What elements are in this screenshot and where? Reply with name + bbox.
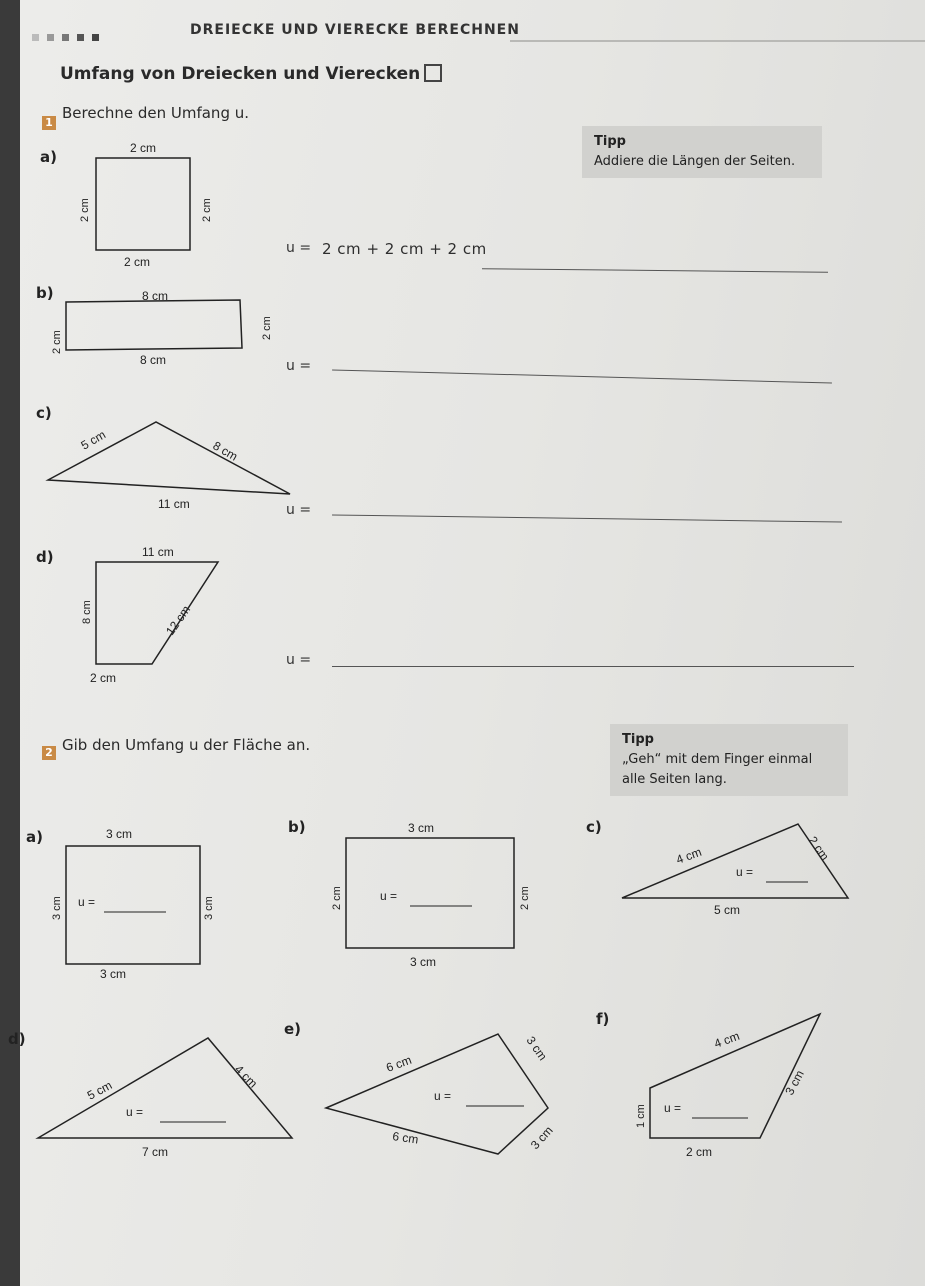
side-label: 3 cm <box>51 896 63 920</box>
rectangle-figure <box>326 818 536 968</box>
u-label: u = <box>736 865 754 879</box>
side-label: 2 cm <box>79 198 91 222</box>
u-label: u = <box>380 889 398 903</box>
side-label: 8 cm <box>81 600 93 624</box>
page-title: Umfang von Dreiecken und Vierecken <box>60 64 421 84</box>
side-label: 8 cm <box>142 289 169 303</box>
side-label: 2 cm <box>130 141 157 155</box>
side-label: 3 cm <box>782 1067 807 1098</box>
side-label: 3 cm <box>203 896 215 920</box>
side-label: 6 cm <box>391 1129 420 1147</box>
tip-heading: Tipp <box>594 134 626 149</box>
side-label: 2 cm <box>331 886 343 910</box>
side-label: 2 cm <box>201 198 213 222</box>
item-label: c) <box>586 818 602 836</box>
u-label: u = <box>78 895 96 909</box>
side-label: 3 cm <box>523 1033 550 1064</box>
side-label: 3 cm <box>106 827 133 841</box>
item-label: b) <box>36 284 54 302</box>
side-label: 5 cm <box>78 427 109 453</box>
worksheet-page <box>8 0 925 1286</box>
task1-tip-box <box>582 126 822 178</box>
side-label: 11 cm <box>142 545 174 559</box>
tip-heading: Tipp <box>622 732 654 747</box>
side-label: 3 cm <box>410 955 437 968</box>
item-label: f) <box>596 1010 610 1028</box>
triangle-figure <box>30 1030 300 1170</box>
side-label: 3 cm <box>408 821 435 835</box>
header-title: DREIECKE UND VIERECKE BERECHNEN <box>190 22 520 38</box>
side-label: 2 cm <box>124 255 151 269</box>
item-label: b) <box>288 818 306 836</box>
answer-line[interactable] <box>332 369 832 383</box>
side-label: 6 cm <box>384 1052 414 1075</box>
side-label: 2 cm <box>686 1145 713 1159</box>
side-label: 8 cm <box>140 353 167 367</box>
tip-text: Addiere die Längen der Seiten. <box>594 154 796 169</box>
side-label: 1 cm <box>635 1104 647 1128</box>
header-rule <box>510 40 925 42</box>
side-label: 4 cm <box>674 844 704 867</box>
checkbox-icon <box>424 64 442 82</box>
triangle-figure <box>40 410 310 520</box>
u-label: u = <box>286 502 312 518</box>
side-label: 3 cm <box>527 1123 556 1153</box>
side-label: 12 cm <box>162 602 194 638</box>
answer-line <box>482 268 828 273</box>
side-label: 2 cm <box>805 833 832 864</box>
trapezoid-figure <box>60 540 250 690</box>
u-label: u = <box>286 358 312 374</box>
square-figure <box>60 136 220 272</box>
item-label: d) <box>36 548 54 566</box>
item-label: d) <box>8 1030 26 1048</box>
square-figure <box>42 820 222 980</box>
tip-text: „Geh“ mit dem Finger einmal alle Seiten lang. <box>622 752 813 787</box>
side-label: 2 cm <box>519 886 531 910</box>
side-label: 7 cm <box>142 1145 169 1159</box>
quadrilateral-figure <box>300 1026 580 1166</box>
answer-line[interactable] <box>332 514 842 522</box>
u-label: u = <box>664 1101 682 1115</box>
item-label: a) <box>40 148 57 166</box>
u-label: u = <box>434 1089 452 1103</box>
side-label: 2 cm <box>261 316 273 340</box>
task1-instruction: Berechne den Umfang u. <box>62 104 250 122</box>
answer-field[interactable]: 2 cm + 2 cm + 2 cm <box>322 240 487 258</box>
triangle-figure <box>616 818 856 928</box>
side-label: 4 cm <box>231 1062 261 1091</box>
side-label: 2 cm <box>90 671 117 685</box>
side-label: 5 cm <box>714 903 741 917</box>
task2-tip-box <box>610 724 848 796</box>
side-label: 3 cm <box>100 967 127 980</box>
answer-line[interactable] <box>332 666 854 667</box>
task2-instruction: Gib den Umfang u der Fläche an. <box>62 736 311 754</box>
side-label: 4 cm <box>712 1028 742 1051</box>
side-label: 11 cm <box>158 497 190 511</box>
task1-number: 1 <box>42 116 56 130</box>
side-label: 8 cm <box>210 438 241 464</box>
u-label: u = <box>286 652 312 668</box>
item-label: c) <box>36 404 52 422</box>
u-label: u = <box>126 1105 144 1119</box>
rectangle-figure <box>42 284 282 374</box>
side-label: 5 cm <box>84 1078 115 1103</box>
item-label: a) <box>26 828 43 846</box>
quadrilateral-figure <box>620 1010 830 1160</box>
item-label: e) <box>284 1020 302 1038</box>
task2-number: 2 <box>42 746 56 760</box>
side-label: 2 cm <box>51 330 63 354</box>
u-label: u = <box>286 240 312 256</box>
header-decoration <box>32 26 107 45</box>
